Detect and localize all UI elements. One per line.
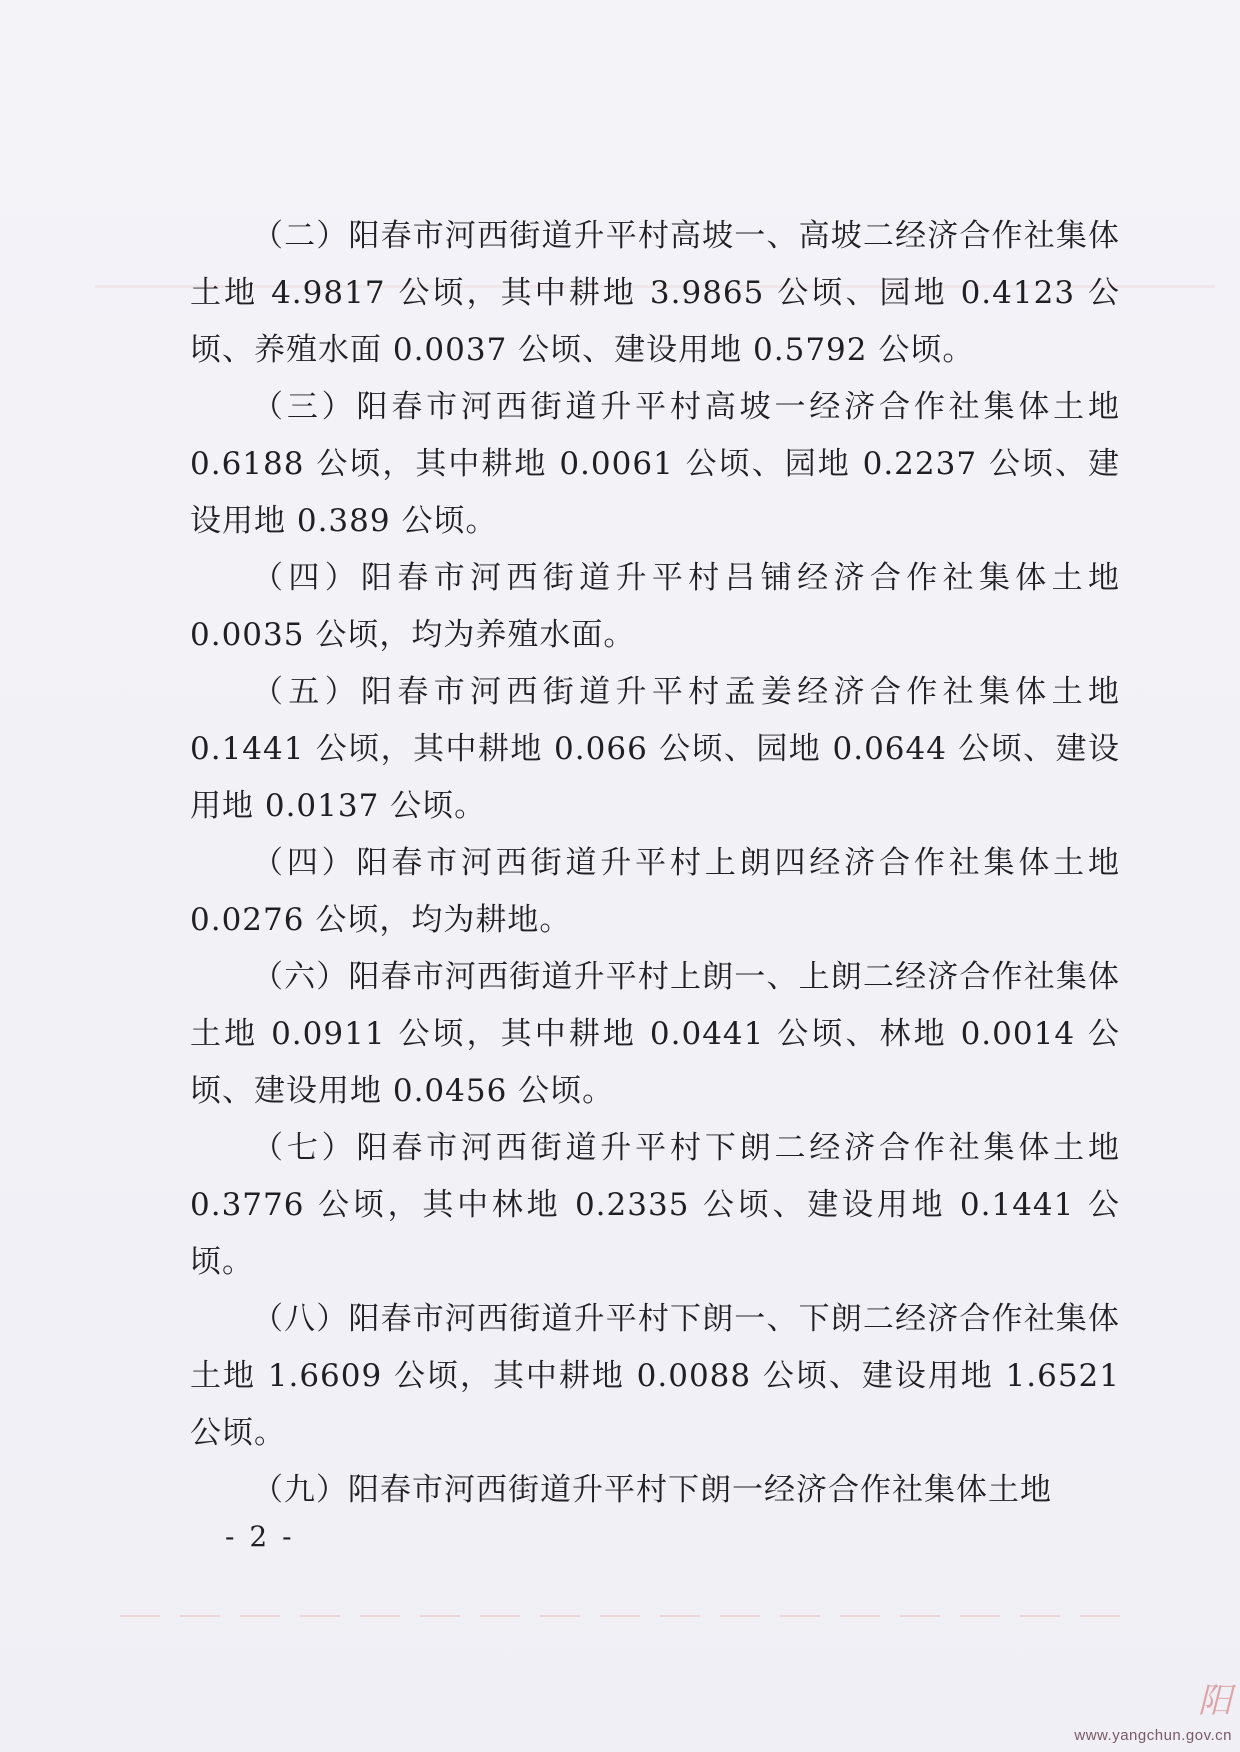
paragraph: （二）阳春市河西街道升平村高坡一、高坡二经济合作社集体土地 4.9817 公顷，其中耕地 3.9865 公顷、园地 0.4123 公顷、养殖水面 0.0037 公顷、建设用地 0.5792 公顷。: [190, 218, 1120, 368]
paragraph: （三）阳春市河西街道升平村高坡一经济合作社集体土地 0.6188 公顷，其中耕地 0.0061 公顷、园地 0.2237 公顷、建设用地 0.389 公顷。: [190, 389, 1120, 539]
footer-rule: [120, 1615, 1120, 1617]
paragraph: （四）阳春市河西街道升平村吕铺经济合作社集体土地 0.0035 公顷，均为养殖水面。: [190, 560, 1120, 653]
document-body: [190, 208, 1120, 1519]
paragraph: （五）阳春市河西街道升平村孟姜经济合作社集体土地 0.1441 公顷，其中耕地 0.066 公顷、园地 0.0644 公顷、建设用地 0.0137 公顷。: [190, 674, 1120, 824]
paragraph: （六）阳春市河西街道升平村上朗一、上朗二经济合作社集体土地 0.0911 公顷，其中耕地 0.0441 公顷、林地 0.0014 公顷、建设用地 0.0456 公顷。: [190, 959, 1120, 1109]
paragraph: （九）阳春市河西街道升平村下朗一经济合作社集体土地: [252, 1472, 1052, 1508]
paragraph: （七）阳春市河西街道升平村下朗二经济合作社集体土地 0.3776 公顷，其中林地 0.2335 公顷、建设用地 0.1441 公顷。: [190, 1130, 1120, 1280]
site-watermark: [1074, 1682, 1232, 1744]
watermark-url: www.yangchun.gov.cn: [1074, 1727, 1232, 1744]
paragraph: （八）阳春市河西街道升平村下朗一、下朗二经济合作社集体土地 1.6609 公顷，其中耕地 0.0088 公顷、建设用地 1.6521 公顷。: [190, 1301, 1120, 1451]
watermark-logo-icon: 阳: [1198, 1681, 1232, 1721]
paragraph: （四）阳春市河西街道升平村上朗四经济合作社集体土地 0.0276 公顷，均为耕地。: [190, 845, 1120, 938]
page-number: - 2 -: [225, 1520, 295, 1553]
